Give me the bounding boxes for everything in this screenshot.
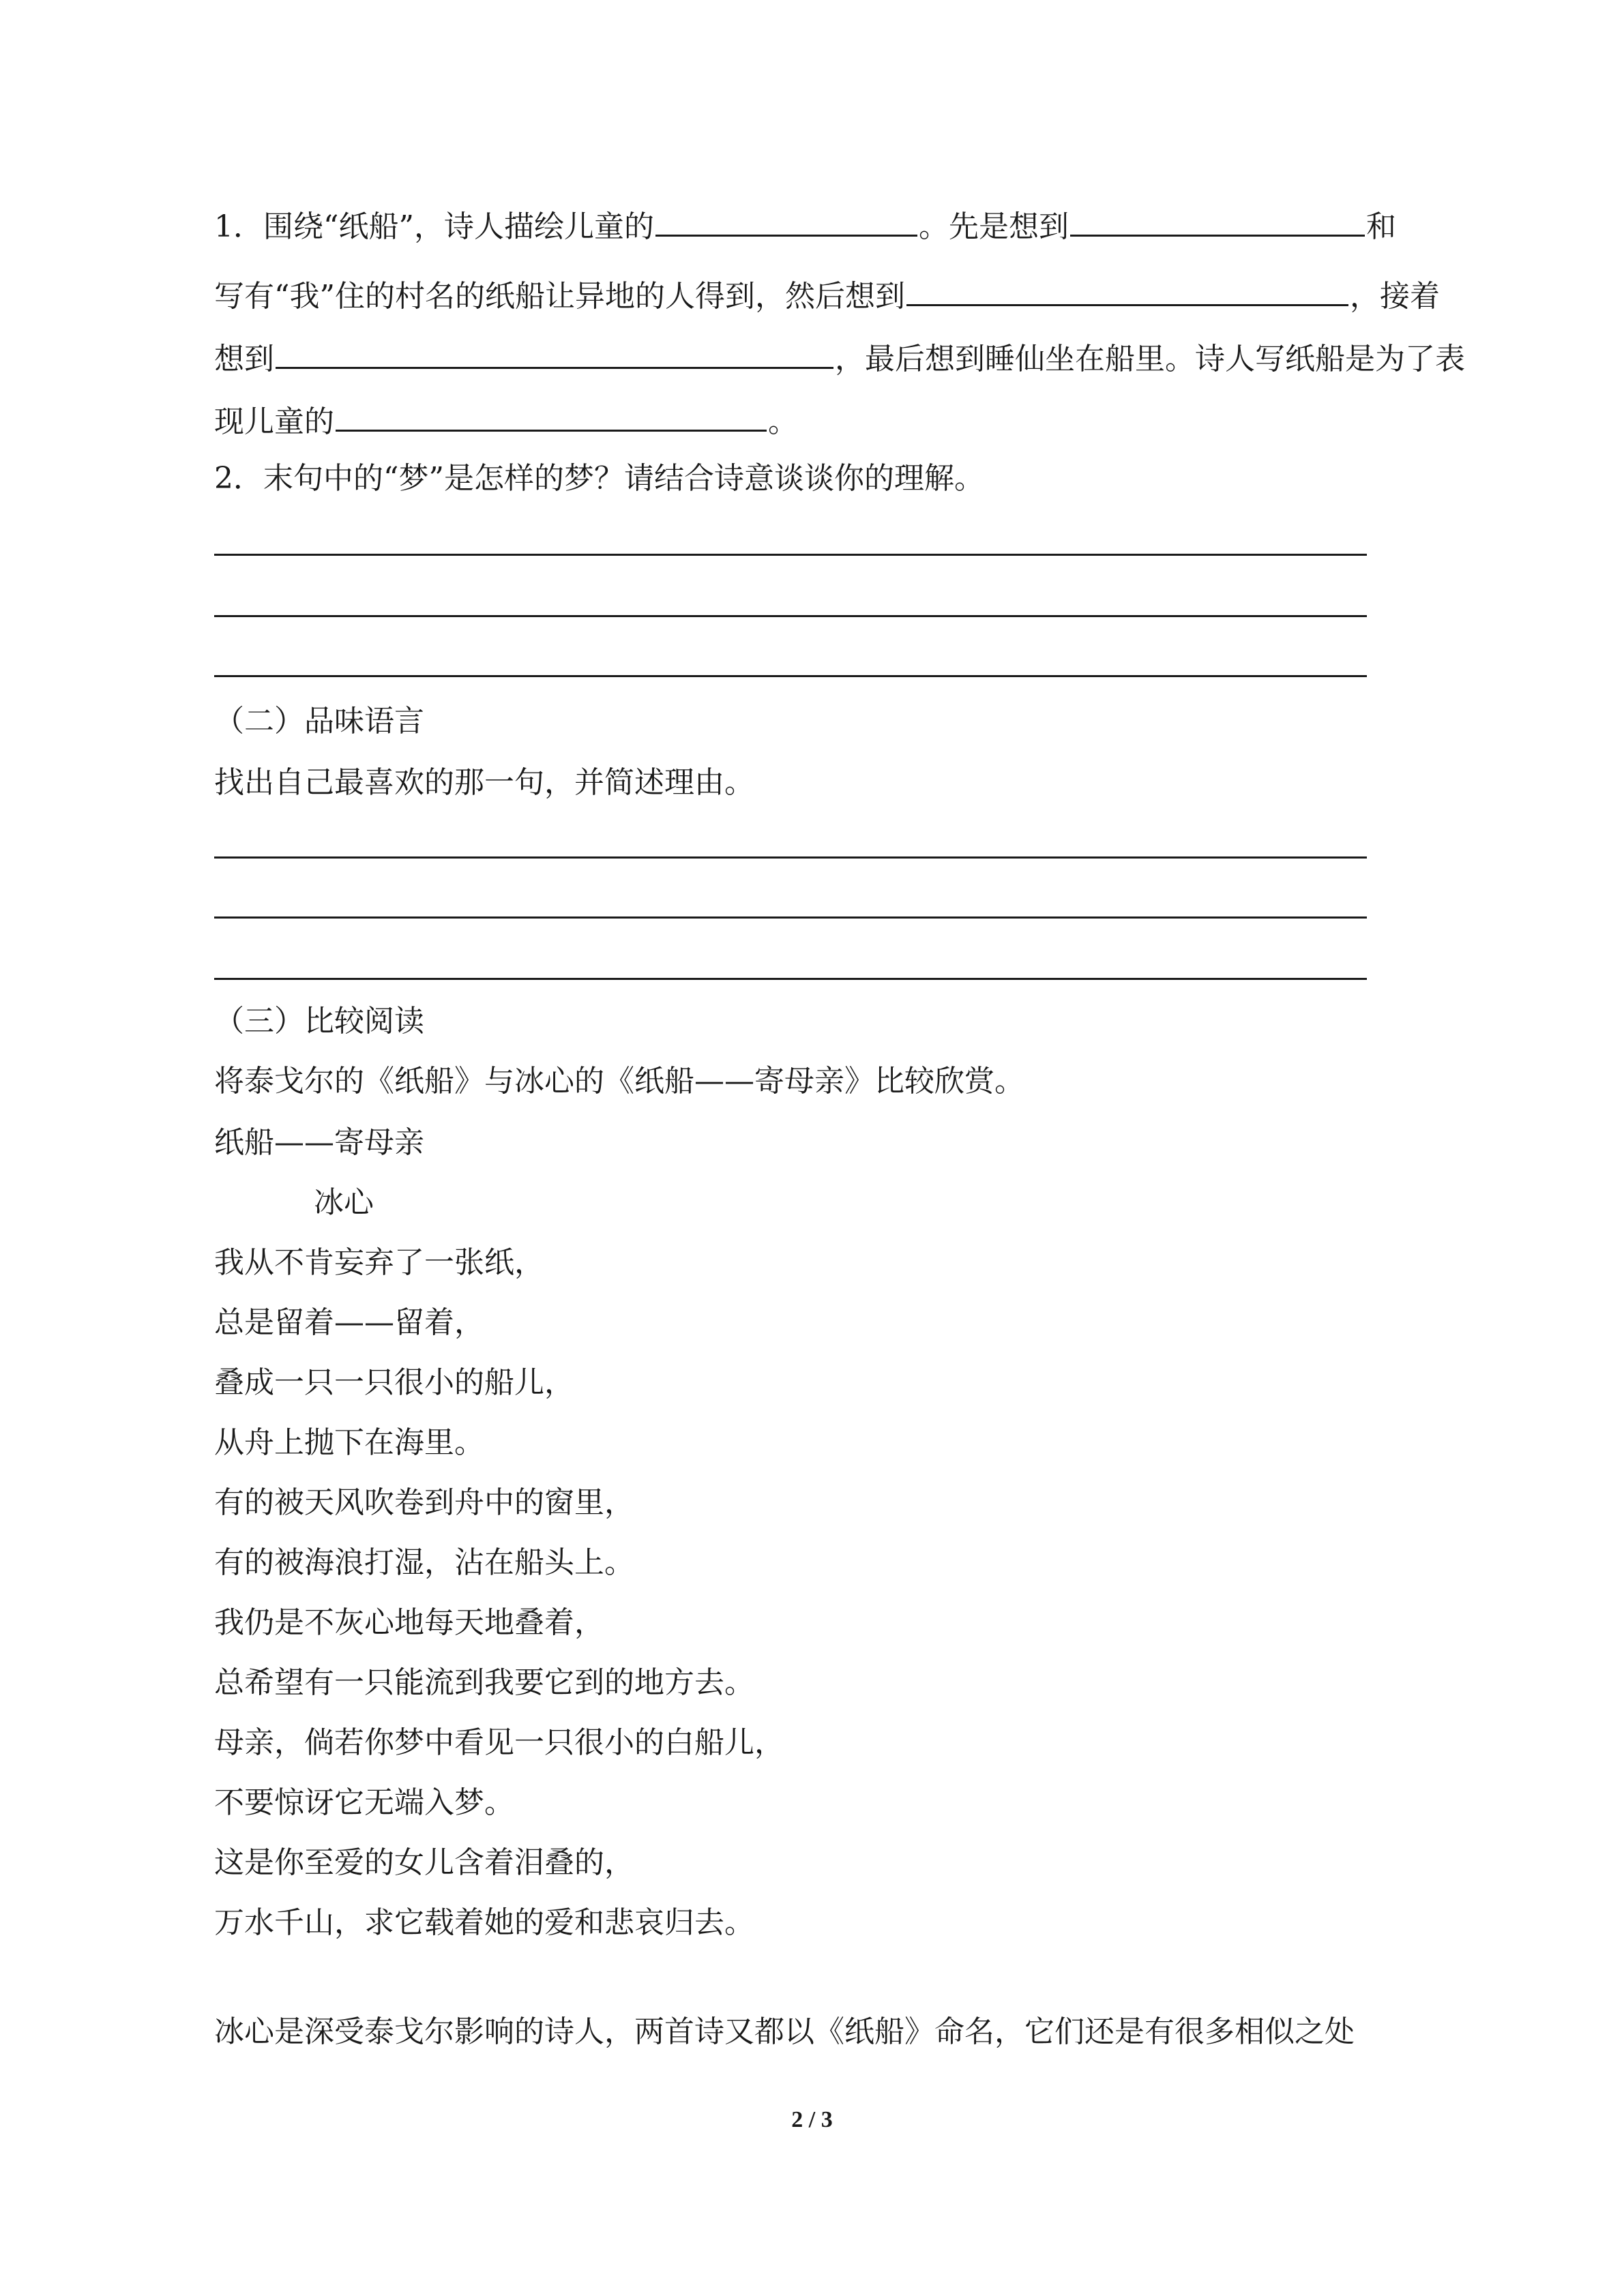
q1-text: 想到 [214,342,274,376]
poem-line: 从舟上抛下在海里。 [214,1425,484,1460]
poem-line: 有的被天风吹卷到舟中的窗里， [214,1485,634,1520]
q1-text: 写有“我”住的村名的纸船让异地的人得到，然后想到 [214,279,905,314]
poem-line: 我从不肯妄弃了一张纸， [214,1245,544,1280]
answer-line[interactable] [214,554,1367,556]
poem-line: 我仍是不灰心地每天地叠着， [214,1605,604,1640]
answer-line[interactable] [214,978,1367,980]
q1-line-4 [214,400,1483,443]
poem-line: 不要惊讶它无端入梦。 [214,1785,514,1820]
answer-blank[interactable] [906,274,1348,306]
section-heading: （二）品味语言 [214,704,424,739]
q2-question: 2．末句中的“梦”是怎样的梦？请结合诗意谈谈你的理解。 [214,461,984,496]
poem-line: 这是你至爱的女儿含着泪叠的， [214,1845,634,1880]
q1-text: 。先是想到 [918,209,1069,244]
page-number: 2 / 3 [791,2107,833,2132]
q1-text: ，最后想到睡仙坐在船里。诗人写纸船是为了表 [835,342,1465,376]
closing-paragraph: 冰心是深受泰戈尔影响的诗人，两首诗又都以《纸船》命名，它们还是有很多相似之处 [214,2014,1355,2049]
answer-blank[interactable] [1070,205,1365,237]
poem-line: 总希望有一只能流到我要它到的地方去。 [214,1665,754,1700]
answer-blank[interactable] [276,337,833,369]
q1-line-3 [214,337,1483,380]
poem-line: 总是留着——留着， [214,1305,484,1340]
q1-line-2 [214,274,1483,317]
q1-text: ，接着 [1350,279,1440,314]
q1-text: 和 [1365,209,1396,244]
answer-blank[interactable] [336,400,767,432]
answer-blank[interactable] [655,205,917,237]
answer-line[interactable] [214,856,1367,859]
poem-line: 有的被海浪打湿，沾在船头上。 [214,1545,634,1580]
q1-text: 。 [768,404,798,439]
q1-line-1 [214,205,1483,248]
answer-line[interactable] [214,675,1367,677]
section-prompt: 找出自己最喜欢的那一句，并简述理由。 [214,765,754,800]
section-heading: （三）比较阅读 [214,1004,424,1039]
poem-line: 叠成一只一只很小的船儿， [214,1365,574,1400]
poem-title: 纸船——寄母亲 [214,1125,424,1160]
answer-line[interactable] [214,615,1367,617]
poem-line: 母亲，倘若你梦中看见一只很小的白船儿， [214,1725,784,1760]
q1-text: 1．围绕“纸船”，诗人描绘儿童的 [214,209,654,244]
answer-line[interactable] [214,916,1367,919]
q1-text: 现儿童的 [214,404,334,439]
section-prompt: 将泰戈尔的《纸船》与冰心的《纸船——寄母亲》比较欣赏。 [214,1064,1024,1099]
poem-line: 万水千山，求它载着她的爱和悲哀归去。 [214,1905,754,1940]
poem-author: 冰心 [314,1185,374,1220]
